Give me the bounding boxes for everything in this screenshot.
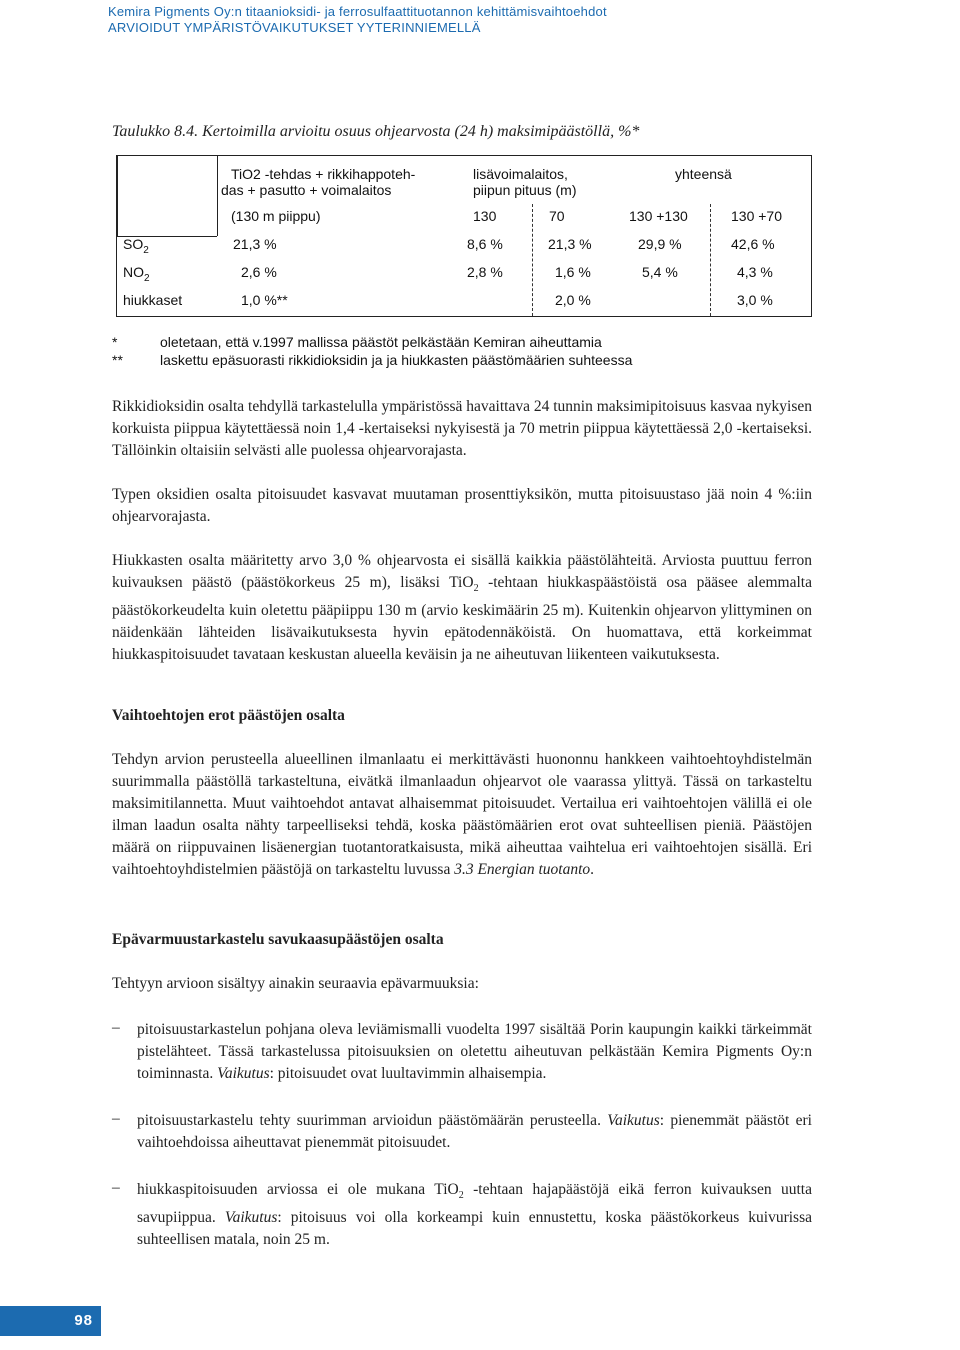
- row-label-no2: [123, 264, 150, 284]
- paragraph-text: .: [590, 861, 594, 878]
- effect-label: Vaikutus: [217, 1065, 270, 1082]
- table-cell: 4,3 %: [737, 264, 773, 280]
- list-item-text: : pitoisuus voi olla korkeampi kuin ennustettu, koska päästökorkeus kuivurissa suhteellisen matala, noin 25 m.: [137, 1209, 812, 1248]
- header-line-1: Kemira Pigments Oy:n titaanioksidi- ja ferrosulfaattituotannon kehittämisvaihtoehdot: [108, 4, 607, 19]
- effect-label: Vaikutus: [607, 1112, 660, 1129]
- table-divider: [217, 156, 218, 236]
- list-item-text: pitoisuustarkastelun pohjana oleva leviämismalli vuodelta 1997 sisältää Porin kaupungin kaikki tärkeimmät pistelähteet. Tässä tarkastelussa pitoisuuksien on oletettu aiheutuvan pelkästään Kemira Pigments Oy:n toiminnasta.: [137, 1021, 812, 1082]
- paragraph-text: Tehdyn arvion perusteella alueellinen ilmanlaatu ei merkittävästi huononnu hankkeen vaihtoehtoyhdistelmän suurimmalla päästöllä tarkasteltuna, eivätkä ilmanlaadun ohjearvot ole vaarassa ylittyä. Tässä on tarkasteltu maksimitilannetta. Muut vaihtoehdot antavat alhaisemmat pitoisuudet. Vertailua eri vaihtoehtojen välillä ei ole ilman laadun osalta nähty tarpeelliseksi tehdä, koska päästömäärien erot ovat suhteellisen pieniä. Päästöjen määrä on riippuvainen lisäenergian tuotantoratkaisusta, mikä aiheuttaa vaihtelua eri vaihtoehtojen sisällä. Eri vaihtoehtoyhdistelmien päästöjä on tarkasteltu luvussa: [112, 751, 812, 878]
- row-label-so2: [123, 236, 149, 256]
- list-item-text: pitoisuustarkastelu tehty suurimman arvioidun päästömäärän perusteella.: [137, 1112, 608, 1129]
- col1-header-line1: TiO2 -tehdas + rikkihappoteh-: [231, 166, 416, 182]
- table-divider: [532, 204, 533, 316]
- table-cell: 2,8 %: [467, 264, 503, 280]
- footnote-text: oletetaan, että v.1997 mallissa päästöt pelkästään Kemiran aiheuttamia: [160, 334, 602, 350]
- emission-table: [116, 155, 812, 317]
- table-cell: 42,6 %: [731, 236, 775, 252]
- paragraph-intro: Tehtyyn arvioon sisältyy ainakin seuraavia epävarmuuksia:: [112, 975, 479, 992]
- list-item-text: : pienemmät päästöt eri vaihtoehdoissa aiheuttavat pienemmät pitoisuudet.: [137, 1112, 812, 1151]
- subscript: 2: [473, 583, 479, 594]
- list-item-text: -tehtaan hajapäästöjä eikä ferron kuivauksen uutta savupiippua.: [137, 1181, 812, 1226]
- table-cell: 3,0 %: [737, 292, 773, 308]
- subheader-130-130: 130 +130: [629, 208, 688, 224]
- list-item: [137, 1019, 812, 1085]
- table-cell: 8,6 %: [467, 236, 503, 252]
- subheader-70: 70: [549, 208, 565, 224]
- paragraph-text: Hiukkasten osalta määritetty arvo 3,0 % ohjearvosta ei sisällä kaikkia päästölähteitä. Arviosta puuttuu ferron kuivauksen päästö (päästökorkeus 25 m), lisäksi TiO: [112, 552, 812, 591]
- list-item: [137, 1110, 812, 1154]
- section-heading: Vaihtoehtojen erot päästöjen osalta: [112, 707, 345, 724]
- list-item: [137, 1179, 812, 1251]
- row-label-subscript: 2: [143, 245, 149, 256]
- table-cell: 1,0 %**: [241, 292, 288, 308]
- table-divider: [117, 156, 118, 236]
- table-cell: 2,6 %: [241, 264, 277, 280]
- subheader-130-70: 130 +70: [731, 208, 782, 224]
- list-dash: –: [112, 1110, 120, 1127]
- paragraph-so2: Rikkidioksidin osalta tehdyllä tarkastelulla ympäristössä havaittava 24 tunnin maksimipitoisuus kasvaa nykyisen korkuista piippua käytettäessä noin 1,4 -kertaiseksi nykyisestä ja 70 metrin piippua käytettäessä 2,0 -kertaiseksi. Tällöinkin oltaisiin selvästi alle puolessa ohjearvorajasta.: [112, 398, 812, 459]
- section-heading: Epävarmuustarkastelu savukaasupäästöjen osalta: [112, 931, 444, 948]
- paragraph-text: -tehtaan hiukkaspäästöistä osa pääsee alemmalta päästökorkeudelta kuin oletettu pääpiippu 130 m (arvio keskimäärin 25 m). Kuitenkin ohjearvon ylittyminen on näidenkään lähteiden lisävaikutuksesta hyvin epätodennäköistä. On huomattava, että korkeimmat hiukkaspitoisuudet tavataan keskustan alueella keväisin ja ne aiheutuvan liikenteen vaikutuksesta.: [112, 574, 812, 663]
- section-reference: 3.3 Energian tuotanto: [454, 861, 591, 878]
- table-cell: 5,4 %: [642, 264, 678, 280]
- table-cell: 29,9 %: [638, 236, 682, 252]
- table-cell: 2,0 %: [555, 292, 591, 308]
- list-item-text: hiukkaspitoisuuden arviossa ei ole mukana TiO: [137, 1181, 459, 1198]
- table-cell: 21,3 %: [548, 236, 592, 252]
- running-header: [108, 4, 607, 36]
- col1-header-line2: das + pasutto + voimalaitos: [221, 182, 392, 198]
- paragraph-alternatives: [112, 749, 812, 881]
- footnote-mark: **: [112, 352, 123, 368]
- subscript: 2: [458, 1190, 464, 1201]
- row-label-hiukkaset: hiukkaset: [123, 292, 183, 308]
- list-dash: –: [112, 1019, 120, 1036]
- page-number: 98: [74, 1312, 93, 1329]
- row-label-text: NO: [123, 264, 144, 280]
- table-cell: 1,6 %: [555, 264, 591, 280]
- subheader-130: 130: [473, 208, 497, 224]
- table-caption: Taulukko 8.4. Kertoimilla arvioitu osuus ohjearvosta (24 h) maksimipäästöllä, %*: [112, 123, 640, 140]
- list-item-text: : pitoisuudet ovat luultavimmin alhaisempia.: [269, 1065, 547, 1082]
- list-dash: –: [112, 1179, 120, 1196]
- paragraph-particles: [112, 550, 812, 666]
- row-label-text: SO: [123, 236, 144, 252]
- footnote-mark: *: [112, 334, 118, 350]
- table-divider: [710, 204, 711, 316]
- header-line-2: ARVIOIDUT YMPÄRISTÖVAIKUTUKSET YYTERINNIEMELLÄ: [108, 20, 481, 35]
- col2-header-line2: piipun pituus (m): [473, 182, 577, 198]
- footnote-text: laskettu epäsuorasti rikkidioksidin ja ja hiukkasten päästömäärien suhteessa: [160, 352, 633, 368]
- col1-header-line3: (130 m piippu): [231, 208, 321, 224]
- effect-label: Vaikutus: [224, 1209, 278, 1226]
- col3-header: yhteensä: [675, 166, 732, 182]
- row-label-subscript: 2: [144, 273, 150, 284]
- table-cell: 21,3 %: [233, 236, 277, 252]
- page-number-badge: [0, 1306, 101, 1336]
- col2-header-line1: lisävoimalaitos,: [473, 166, 568, 182]
- paragraph-nox: Typen oksidien osalta pitoisuudet kasvavat muutaman prosenttiyksikön, mutta pitoisuustaso jää noin 4 %:iin ohjearvorajasta.: [112, 486, 812, 525]
